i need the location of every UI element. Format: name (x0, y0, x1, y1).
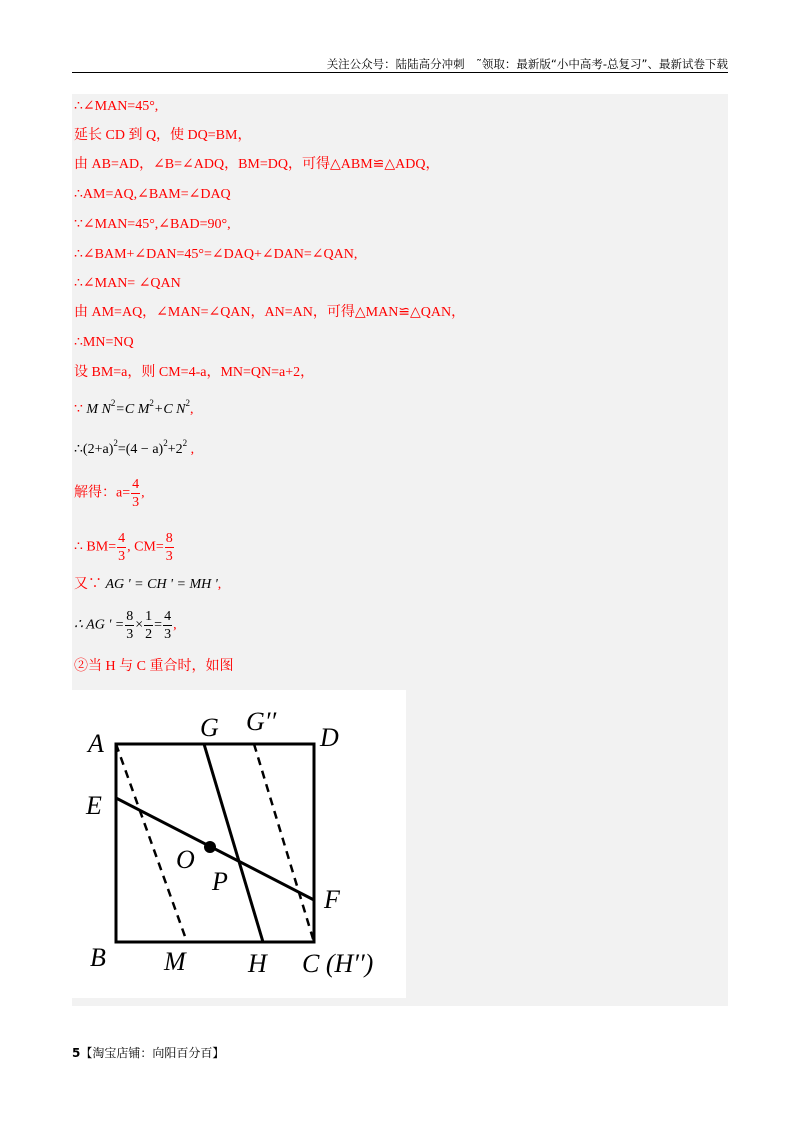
label-d: D (320, 723, 339, 752)
solution-line-1: ∴∠MAN=45°, (74, 99, 159, 114)
line-tail: , (187, 442, 195, 457)
equation-part: =C M (115, 402, 150, 417)
denominator: 3 (126, 627, 134, 642)
equation-part: =(4 − a) (117, 442, 164, 457)
denominator: 3 (165, 549, 173, 564)
label-g-double-prime: G′′ (246, 707, 277, 736)
solution-line-3: 由 AB=AD，∠B=∠ADQ，BM=DQ，可得△ABM≌△ADQ， (74, 157, 440, 172)
label-a: A (88, 729, 104, 758)
solution-line-8: 由 AM=AQ，∠MAN=∠QAN，AN=AN，可得△MAN≌△QAN， (74, 305, 466, 320)
equation: AG ' = CH ' = MH ' (105, 577, 218, 592)
line-mid: , CM= (127, 539, 164, 555)
label-g: G (200, 713, 219, 742)
line-prefix: 又∵ (74, 577, 106, 592)
exponent: 2 (110, 398, 116, 408)
dashed-segment-g2c (254, 744, 314, 942)
solution-line-10: 设 BM=a，则 CM=4-a，MN=QN=a+2， (74, 365, 315, 380)
equation-part: +C N (153, 402, 186, 417)
point-o-dot (204, 841, 216, 853)
fraction (163, 608, 172, 643)
numerator: 4 (164, 609, 172, 624)
solution-line-11 (74, 394, 194, 419)
solution-line-12 (74, 434, 194, 459)
label-p: P (212, 867, 228, 896)
equals-symbol: = (154, 617, 163, 633)
fraction (125, 608, 134, 643)
exponent: 2 (149, 398, 154, 408)
solution-line-4: ∴AM=AQ,∠BAM=∠DAQ (74, 187, 231, 202)
page-footer (72, 1044, 224, 1061)
geometry-svg (72, 690, 406, 998)
exponent: 2 (113, 438, 118, 448)
solution-line-15 (74, 576, 221, 594)
footer-badge: 5 (72, 1046, 81, 1060)
label-o: O (176, 845, 195, 874)
label-m: M (164, 947, 186, 976)
dashed-segment-am (116, 744, 187, 942)
solution-line-13 (74, 476, 145, 511)
fraction (117, 530, 126, 565)
line-prefix: ∴ AG ' = (74, 617, 125, 633)
line-tail: , (173, 617, 177, 633)
label-e: E (86, 791, 102, 820)
exponent: 2 (185, 398, 190, 408)
denominator: 3 (132, 495, 140, 510)
header-rule (72, 72, 728, 73)
label-c-h-double-prime: C (H′′) (302, 949, 374, 978)
line-tail: , (217, 577, 222, 592)
solution-line-9: ∴MN=NQ (74, 335, 134, 350)
solution-line-5: ∵∠MAN=45°,∠BAD=90°, (74, 217, 231, 232)
equation-part: M N (86, 402, 111, 417)
numerator: 4 (118, 531, 126, 546)
line-prefix: 解得：a= (74, 485, 131, 501)
page-header (72, 56, 728, 76)
line-prefix: ∴ BM= (74, 539, 117, 555)
footer-text: 【淘宝店铺：向阳百分百】 (80, 1046, 225, 1060)
solution-line-17: ②当 H 与 C 重合时，如图 (74, 659, 234, 674)
exponent: 2 (163, 438, 168, 448)
solution-line-7: ∴∠MAN= ∠QAN (74, 276, 181, 291)
geometry-figure (72, 690, 406, 998)
line-tail: , (190, 402, 194, 417)
equation-part: (2+a) (82, 442, 114, 457)
solution-line-14 (74, 530, 175, 565)
label-b: B (90, 943, 106, 972)
label-f: F (324, 885, 340, 914)
therefore-symbol: ∴ (74, 442, 83, 457)
solution-line-6: ∴∠BAM+∠DAN=45°=∠DAQ+∠DAN=∠QAN, (74, 247, 358, 262)
equation-part: +2 (167, 442, 183, 457)
denominator: 3 (164, 627, 172, 642)
numerator: 1 (145, 609, 153, 624)
fraction (144, 608, 153, 643)
line-tail: , (141, 485, 145, 501)
label-h: H (248, 949, 267, 978)
denominator: 2 (145, 627, 153, 642)
numerator: 4 (132, 477, 140, 492)
solution-line-16 (74, 608, 177, 643)
numerator: 8 (165, 531, 173, 546)
exponent: 2 (182, 438, 188, 448)
solution-line-2: 延长 CD 到 Q，使 DQ=BM， (74, 128, 252, 143)
numerator: 8 (126, 609, 134, 624)
because-symbol: ∵ (74, 402, 83, 417)
fraction (131, 476, 140, 511)
denominator: 3 (118, 549, 126, 564)
times-symbol: × (135, 617, 144, 633)
fraction (165, 530, 174, 565)
header-text: 关注公众号：陆陆高分冲刺 ˜领取：最新版“小中高考-总复习”、最新试卷下载 (326, 57, 728, 71)
